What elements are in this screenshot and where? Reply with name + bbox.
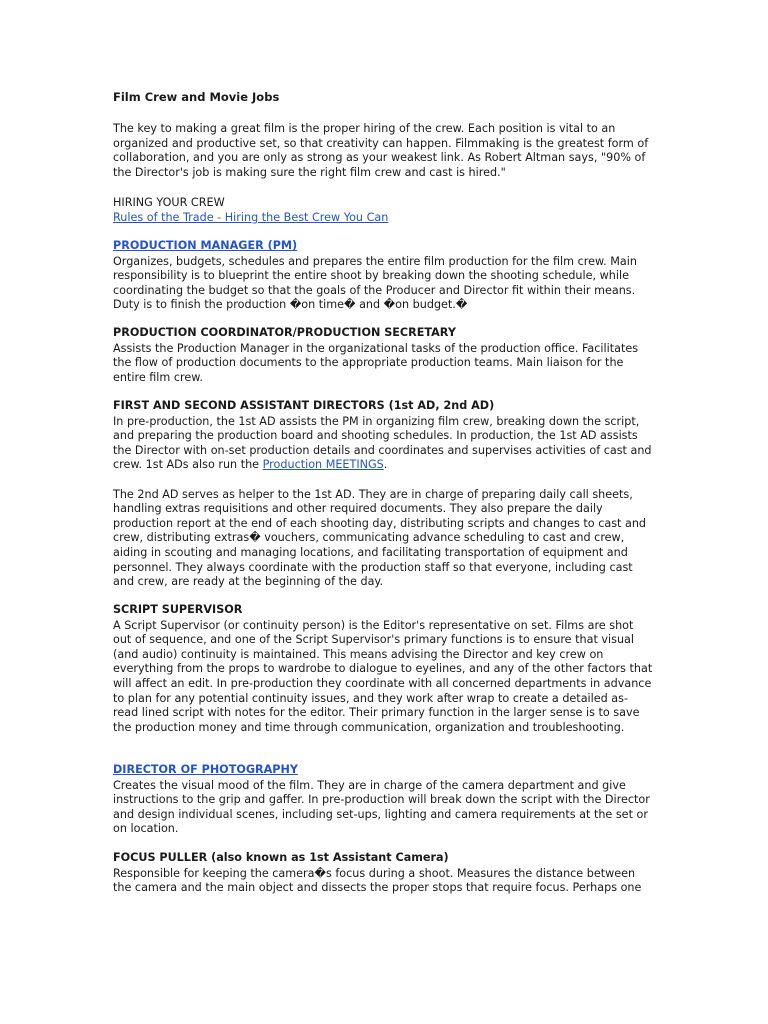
- assistant-directors-body-1-end: .: [383, 458, 388, 472]
- hiring-block: [113, 196, 653, 225]
- production-manager-body: Organizes, budgets, schedules and prepares the entire film production for the film crew. Main responsibility is to blueprint the entire shoot by breaking down the shooting schedule, while coordinating the budget so that the goals of the Producer and Director fit within their means. Duty is to finish the production �on time� and �on budget.�: [113, 254, 637, 312]
- focus-puller-body: Responsible for keeping the camera�s focus during a shoot. Measures the distance between the camera and the main object and dissects the proper stops that require focus. Perhaps one: [113, 866, 642, 895]
- focus-puller-heading: FOCUS PULLER (also known as 1st Assistant Camera): [113, 851, 449, 864]
- production-meetings-link[interactable]: Production MEETINGS: [262, 458, 384, 472]
- script-supervisor-heading: SCRIPT SUPERVISOR: [113, 603, 243, 616]
- page-title: Film Crew and Movie Jobs: [113, 90, 280, 104]
- hiring-label: HIRING YOUR CREW: [113, 196, 225, 209]
- intro-paragraph: The key to making a great film is the proper hiring of the crew. Each position is vital to an organized and productive set, so that creativity can happen. Filmmaking is the greatest form of collaboration, and you are only as strong as your weakest link. As Robert Altman says, "90% of the Director's job is making sure the right film crew and cast is hired.": [113, 122, 649, 179]
- section-production-coordinator: [113, 326, 653, 385]
- production-coordinator-heading: PRODUCTION COORDINATOR/PRODUCTION SECRETARY: [113, 326, 456, 339]
- assistant-directors-body-1: [113, 415, 653, 473]
- production-coordinator-body: Assists the Production Manager in the organizational tasks of the production office. Facilitates the flow of production documents to the appropriate production teams. Main liaison for the entire film crew.: [113, 341, 639, 384]
- section-focus-puller: [113, 851, 653, 896]
- production-manager-heading-link[interactable]: PRODUCTION MANAGER (PM): [113, 239, 298, 252]
- section-production-manager: [113, 239, 653, 313]
- section-assistant-directors: [113, 399, 653, 590]
- assistant-directors-heading: FIRST AND SECOND ASSISTANT DIRECTORS (1st AD, 2nd AD): [113, 399, 495, 412]
- section-script-supervisor: [113, 603, 653, 735]
- director-of-photography-heading-link[interactable]: DIRECTOR OF PHOTOGRAPHY: [113, 763, 298, 776]
- script-supervisor-body: A Script Supervisor (or continuity person) is the Editor's representative on set. Films are shot out of sequence, and one of the Script Supervisor's primary functions is to ensure that visual (and audio) continuity is maintained. This means advising the Director and key crew on everything from the props to wardrobe to dialogue to eyelines, and any of the other factors that will affect an edit. In pre-production they coordinate with all concerned departments in advance to plan for any potential continuity issues, and they work after wrap to create a detailed as-read lined script with notes for the editor. Their primary function in the larger sense is to save the production money and time through communication, organization and troubleshooting.: [113, 618, 653, 734]
- section-director-of-photography: [113, 763, 653, 837]
- hiring-rules-link[interactable]: Rules of the Trade - Hiring the Best Crew You Can: [113, 210, 389, 224]
- director-of-photography-body: Creates the visual mood of the film. They are in charge of the camera department and give instructions to the grip and gaffer. In pre-production will break down the script with the Director and design individual scenes, including set-ups, lighting and camera requirements at the set or on location.: [113, 778, 650, 836]
- assistant-directors-body-1-text: In pre-production, the 1st AD assists the PM in organizing film crew, breaking down the script, and preparing the production board and shooting schedules. In production, the 1st AD assists the Director with on-set production details and coordinates and supervises activities of cast and crew. 1st ADs also run the: [113, 414, 652, 472]
- assistant-directors-body-2: The 2nd AD serves as helper to the 1st AD. They are in charge of preparing daily call sheets, handling extras requisitions and other required documents. They also prepare the daily production report at the end of each shooting day, distributing scripts and changes to cast and crew, distributing extras� vouchers, communicating advance scheduling to cast and crew, aiding in scouting and managing locations, and facilitating transportation of equipment and personnel. They always coordinate with the production staff so that everyone, including cast and crew, are ready at the beginning of the day.: [113, 487, 647, 589]
